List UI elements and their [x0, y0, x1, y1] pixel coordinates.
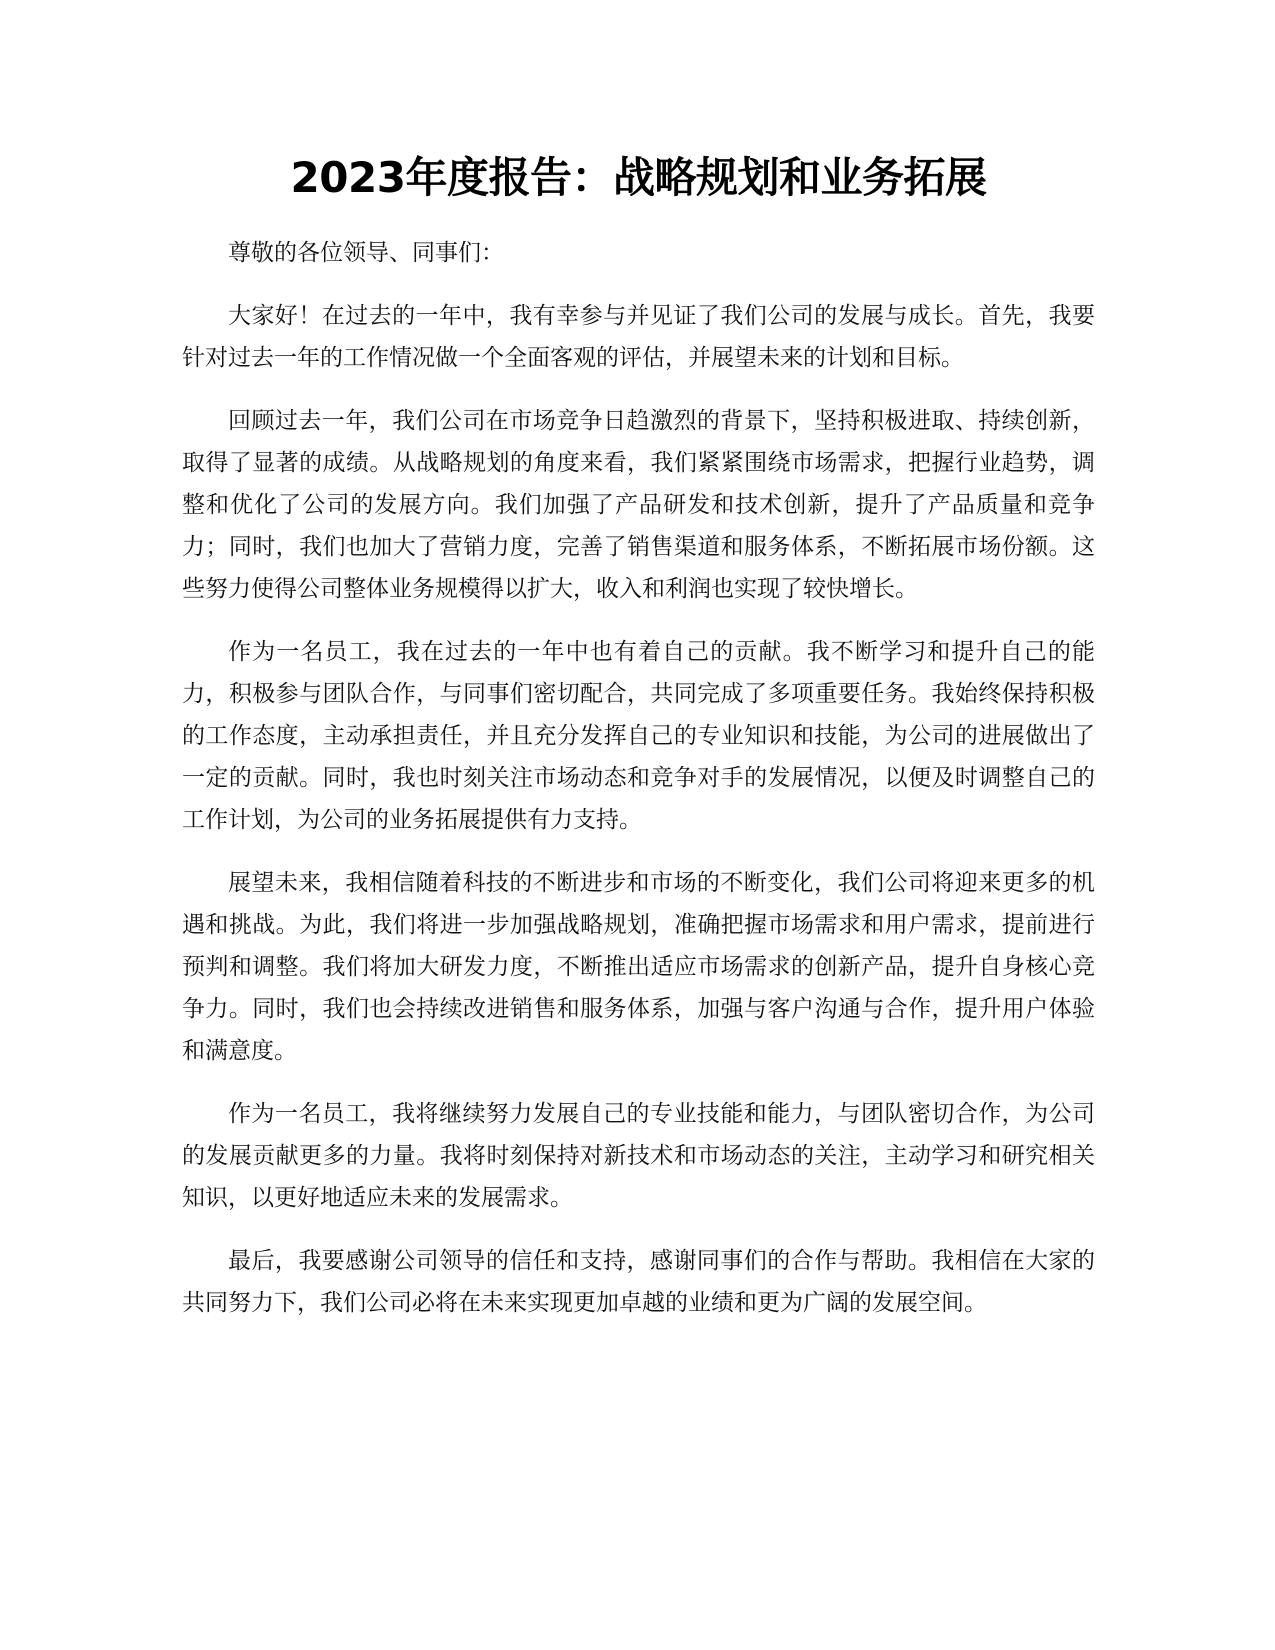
document-title: 2023年度报告：战略规划和业务拓展 [290, 153, 987, 202]
paragraph-thanks: 最后，我要感谢公司领导的信任和支持，感谢同事们的合作与帮助。我相信在大家的共同努力下，我们公司必将在未来实现更加卓越的业绩和更为广阔的发展空间。 [182, 1248, 1095, 1316]
paragraph-review: 回顾过去一年，我们公司在市场竞争日趋激烈的背景下，坚持积极进取、持续创新，取得了显著的成绩。从战略规划的角度来看，我们紧紧围绕市场需求，把握行业趋势，调整和优化了公司的发展方向。我们加强了产品研发和技术创新，提升了产品质量和竞争力；同时，我们也加大了营销力度，完善了销售渠道和服务体系，不断拓展市场份额。这些努力使得公司整体业务规模得以扩大，收入和利润也实现了较快增长。 [182, 408, 1095, 602]
paragraph-contribution: 作为一名员工，我在过去的一年中也有着自己的贡献。我不断学习和提升自己的能力，积极参与团队合作，与同事们密切配合，共同完成了多项重要任务。我始终保持积极的工作态度，主动承担责任，并且充分发挥自己的专业知识和技能，为公司的进展做出了一定的贡献。同时，我也时刻关注市场动态和竞争对手的发展情况，以便及时调整自己的工作计划，为公司的业务拓展提供有力支持。 [182, 639, 1095, 833]
paragraph-outlook: 展望未来，我相信随着科技的不断进步和市场的不断变化，我们公司将迎来更多的机遇和挑战。为此，我们将进一步加强战略规划，准确把握市场需求和用户需求，提前进行预判和调整。我们将加大研发力度，不断推出适应市场需求的创新产品，提升自身核心竞争力。同时，我们也会持续改进销售和服务体系，加强与客户沟通与合作，提升用户体验和满意度。 [182, 870, 1095, 1064]
paragraph-greeting: 大家好！在过去的一年中，我有幸参与并见证了我们公司的发展与成长。首先，我要针对过去一年的工作情况做一个全面客观的评估，并展望未来的计划和目标。 [182, 303, 1095, 371]
salutation: 尊敬的各位领导、同事们： [228, 240, 504, 266]
paragraph-commitment: 作为一名员工，我将继续努力发展自己的专业技能和能力，与团队密切合作，为公司的发展贡献更多的力量。我将时刻保持对新技术和市场动态的关注，主动学习和研究相关知识，以更好地适应未来的发展需求。 [182, 1101, 1095, 1211]
document-body [182, 232, 1095, 1324]
